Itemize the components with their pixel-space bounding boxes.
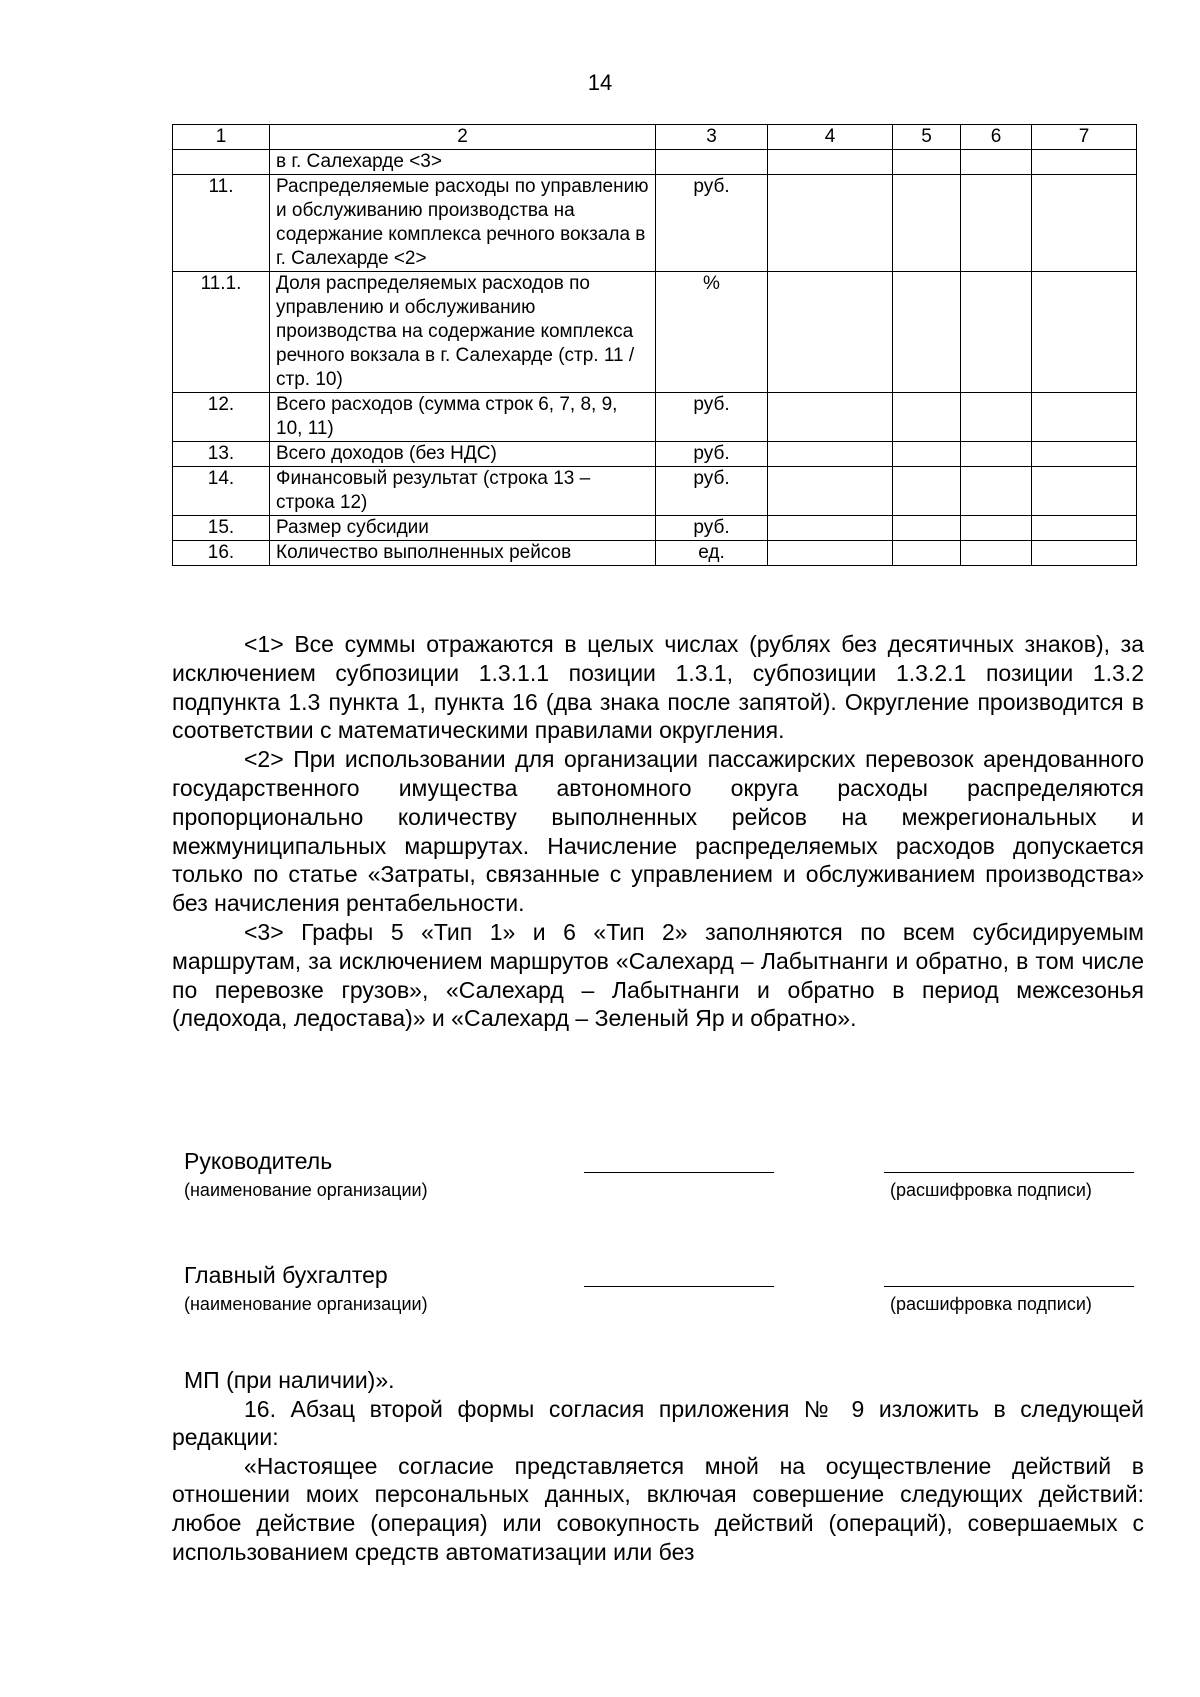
empty-cell[interactable] xyxy=(961,272,1032,393)
signature-line[interactable] xyxy=(584,1172,774,1173)
footnotes xyxy=(172,630,1144,1033)
row-text: Финансовый результат (строка 13 – строка 12) xyxy=(270,467,656,516)
table-row xyxy=(173,175,1137,272)
empty-cell[interactable] xyxy=(893,150,961,175)
signature-line[interactable] xyxy=(584,1286,774,1287)
empty-cell[interactable] xyxy=(1032,175,1137,272)
empty-cell[interactable] xyxy=(1032,150,1137,175)
row-text: в г. Салехарде <3> xyxy=(270,150,656,175)
header-cell: 1 xyxy=(173,125,270,150)
row-number: 13. xyxy=(173,442,270,467)
row-text: Распределяемые расходы по управлению и обслуживанию производства на содержание комплекса речного вокзала в г. Салехарде <2> xyxy=(270,175,656,272)
row-text: Всего расходов (сумма строк 6, 7, 8, 9, 10, 11) xyxy=(270,393,656,442)
item-16: 16. Абзац второй формы согласия приложения № 9 изложить в следующей редакции: xyxy=(172,1395,1144,1451)
signature-head xyxy=(184,1148,1144,1208)
row-unit: руб. xyxy=(656,175,768,272)
empty-cell[interactable] xyxy=(1032,541,1137,566)
empty-cell[interactable] xyxy=(961,516,1032,541)
row-number: 11.1. xyxy=(173,272,270,393)
row-unit: руб. xyxy=(656,442,768,467)
header-cell: 2 xyxy=(270,125,656,150)
empty-cell[interactable] xyxy=(1032,272,1137,393)
row-number: 14. xyxy=(173,467,270,516)
table-row xyxy=(173,442,1137,467)
header-cell: 7 xyxy=(1032,125,1137,150)
header-cell: 5 xyxy=(893,125,961,150)
name-decode-line[interactable] xyxy=(884,1286,1134,1287)
row-text: Количество выполненных рейсов xyxy=(270,541,656,566)
empty-cell[interactable] xyxy=(1032,393,1137,442)
row-number: 11. xyxy=(173,175,270,272)
empty-cell[interactable] xyxy=(768,442,893,467)
empty-cell[interactable] xyxy=(1032,516,1137,541)
footnote-3: <3> Графы 5 «Тип 1» и 6 «Тип 2» заполняются по всем субсидируемым маршрутам, за исключением маршрутов «Салехард – Лабытнанги и обратно, в том числе по перевозке грузов», «Салехард – Лабытнанги и обратно в период межсезонья (ледохода, ледостава)» и «Салехард – Зеленый Яр и обратно». xyxy=(172,918,1144,1032)
row-unit: руб. xyxy=(656,516,768,541)
empty-cell[interactable] xyxy=(768,272,893,393)
signature-decode-label: (расшифровка подписи) xyxy=(890,1180,1092,1200)
signature-title: Главный бухгалтер xyxy=(184,1262,388,1288)
empty-cell[interactable] xyxy=(961,541,1032,566)
empty-cell[interactable] xyxy=(768,467,893,516)
footnote-2: <2> При использовании для организации пассажирских перевозок арендованного государственного имущества автономного округа расходы распределяются пропорционально количеству выполненных рейсов на межрегиональных и межмуниципальных маршрутах. Начисление распределяемых расходов допускается только по статье «Затраты, связанные с управлением и обслуживанием производства» без начисления рентабельности. xyxy=(172,746,1144,917)
row-number: 12. xyxy=(173,393,270,442)
empty-cell[interactable] xyxy=(893,175,961,272)
row-unit: руб. xyxy=(656,393,768,442)
page-number: 14 xyxy=(587,70,613,95)
empty-cell[interactable] xyxy=(961,150,1032,175)
signature-subtitle: (наименование организации) xyxy=(184,1180,428,1200)
report-table xyxy=(172,124,1137,566)
name-decode-line[interactable] xyxy=(884,1172,1134,1173)
row-unit: % xyxy=(656,272,768,393)
stamp-note: МП (при наличии)». xyxy=(184,1367,395,1393)
empty-cell[interactable] xyxy=(893,516,961,541)
closing-text xyxy=(172,1366,1144,1566)
table-row xyxy=(173,541,1137,566)
row-text: Размер субсидии xyxy=(270,516,656,541)
empty-cell[interactable] xyxy=(961,393,1032,442)
row-number: 16. xyxy=(173,541,270,566)
signature-subtitle: (наименование организации) xyxy=(184,1294,428,1314)
empty-cell[interactable] xyxy=(768,150,893,175)
empty-cell[interactable] xyxy=(893,393,961,442)
empty-cell[interactable] xyxy=(961,175,1032,272)
footnote-1: <1> Все суммы отражаются в целых числах (рублях без десятичных знаков), за исключением субпозиции 1.3.1.1 позиции 1.3.1, субпозиции 1.3.2.1 позиции 1.3.2 подпункта 1.3 пункта 1, пункта 16 (два знака после запятой). Округление производится в соответствии с математическими правилами округления. xyxy=(172,631,1144,744)
empty-cell[interactable] xyxy=(893,272,961,393)
row-unit xyxy=(656,150,768,175)
signature-title: Руководитель xyxy=(184,1148,333,1174)
empty-cell[interactable] xyxy=(1032,467,1137,516)
header-cell: 4 xyxy=(768,125,893,150)
signature-accountant xyxy=(184,1262,1144,1322)
header-cell: 6 xyxy=(961,125,1032,150)
header-cell: 3 xyxy=(656,125,768,150)
empty-cell[interactable] xyxy=(893,442,961,467)
empty-cell[interactable] xyxy=(893,541,961,566)
empty-cell[interactable] xyxy=(768,175,893,272)
table-row xyxy=(173,516,1137,541)
table-row xyxy=(173,150,1137,175)
signature-decode-label: (расшифровка подписи) xyxy=(890,1294,1092,1314)
table-row xyxy=(173,467,1137,516)
empty-cell[interactable] xyxy=(961,442,1032,467)
row-number: 15. xyxy=(173,516,270,541)
consent-paragraph: «Настоящее согласие представляется мной на осуществление действий в отношении моих персональных данных, включая совершение следующих действий: любое действие (операция) или совокупность действий (операций), совершаемых с использованием средств автоматизации или без xyxy=(172,1452,1144,1565)
row-unit: руб. xyxy=(656,467,768,516)
empty-cell[interactable] xyxy=(768,516,893,541)
table-row xyxy=(173,272,1137,393)
row-text: Доля распределяемых расходов по управлению и обслуживанию производства на содержание комплекса речного вокзала в г. Салехарде (стр. 11 / стр. 10) xyxy=(270,272,656,393)
empty-cell[interactable] xyxy=(768,393,893,442)
empty-cell[interactable] xyxy=(893,467,961,516)
empty-cell[interactable] xyxy=(768,541,893,566)
empty-cell[interactable] xyxy=(1032,442,1137,467)
table-row xyxy=(173,393,1137,442)
row-text: Всего доходов (без НДС) xyxy=(270,442,656,467)
table-header-row xyxy=(173,125,1137,150)
empty-cell[interactable] xyxy=(961,467,1032,516)
row-unit: ед. xyxy=(656,541,768,566)
row-number xyxy=(173,150,270,175)
